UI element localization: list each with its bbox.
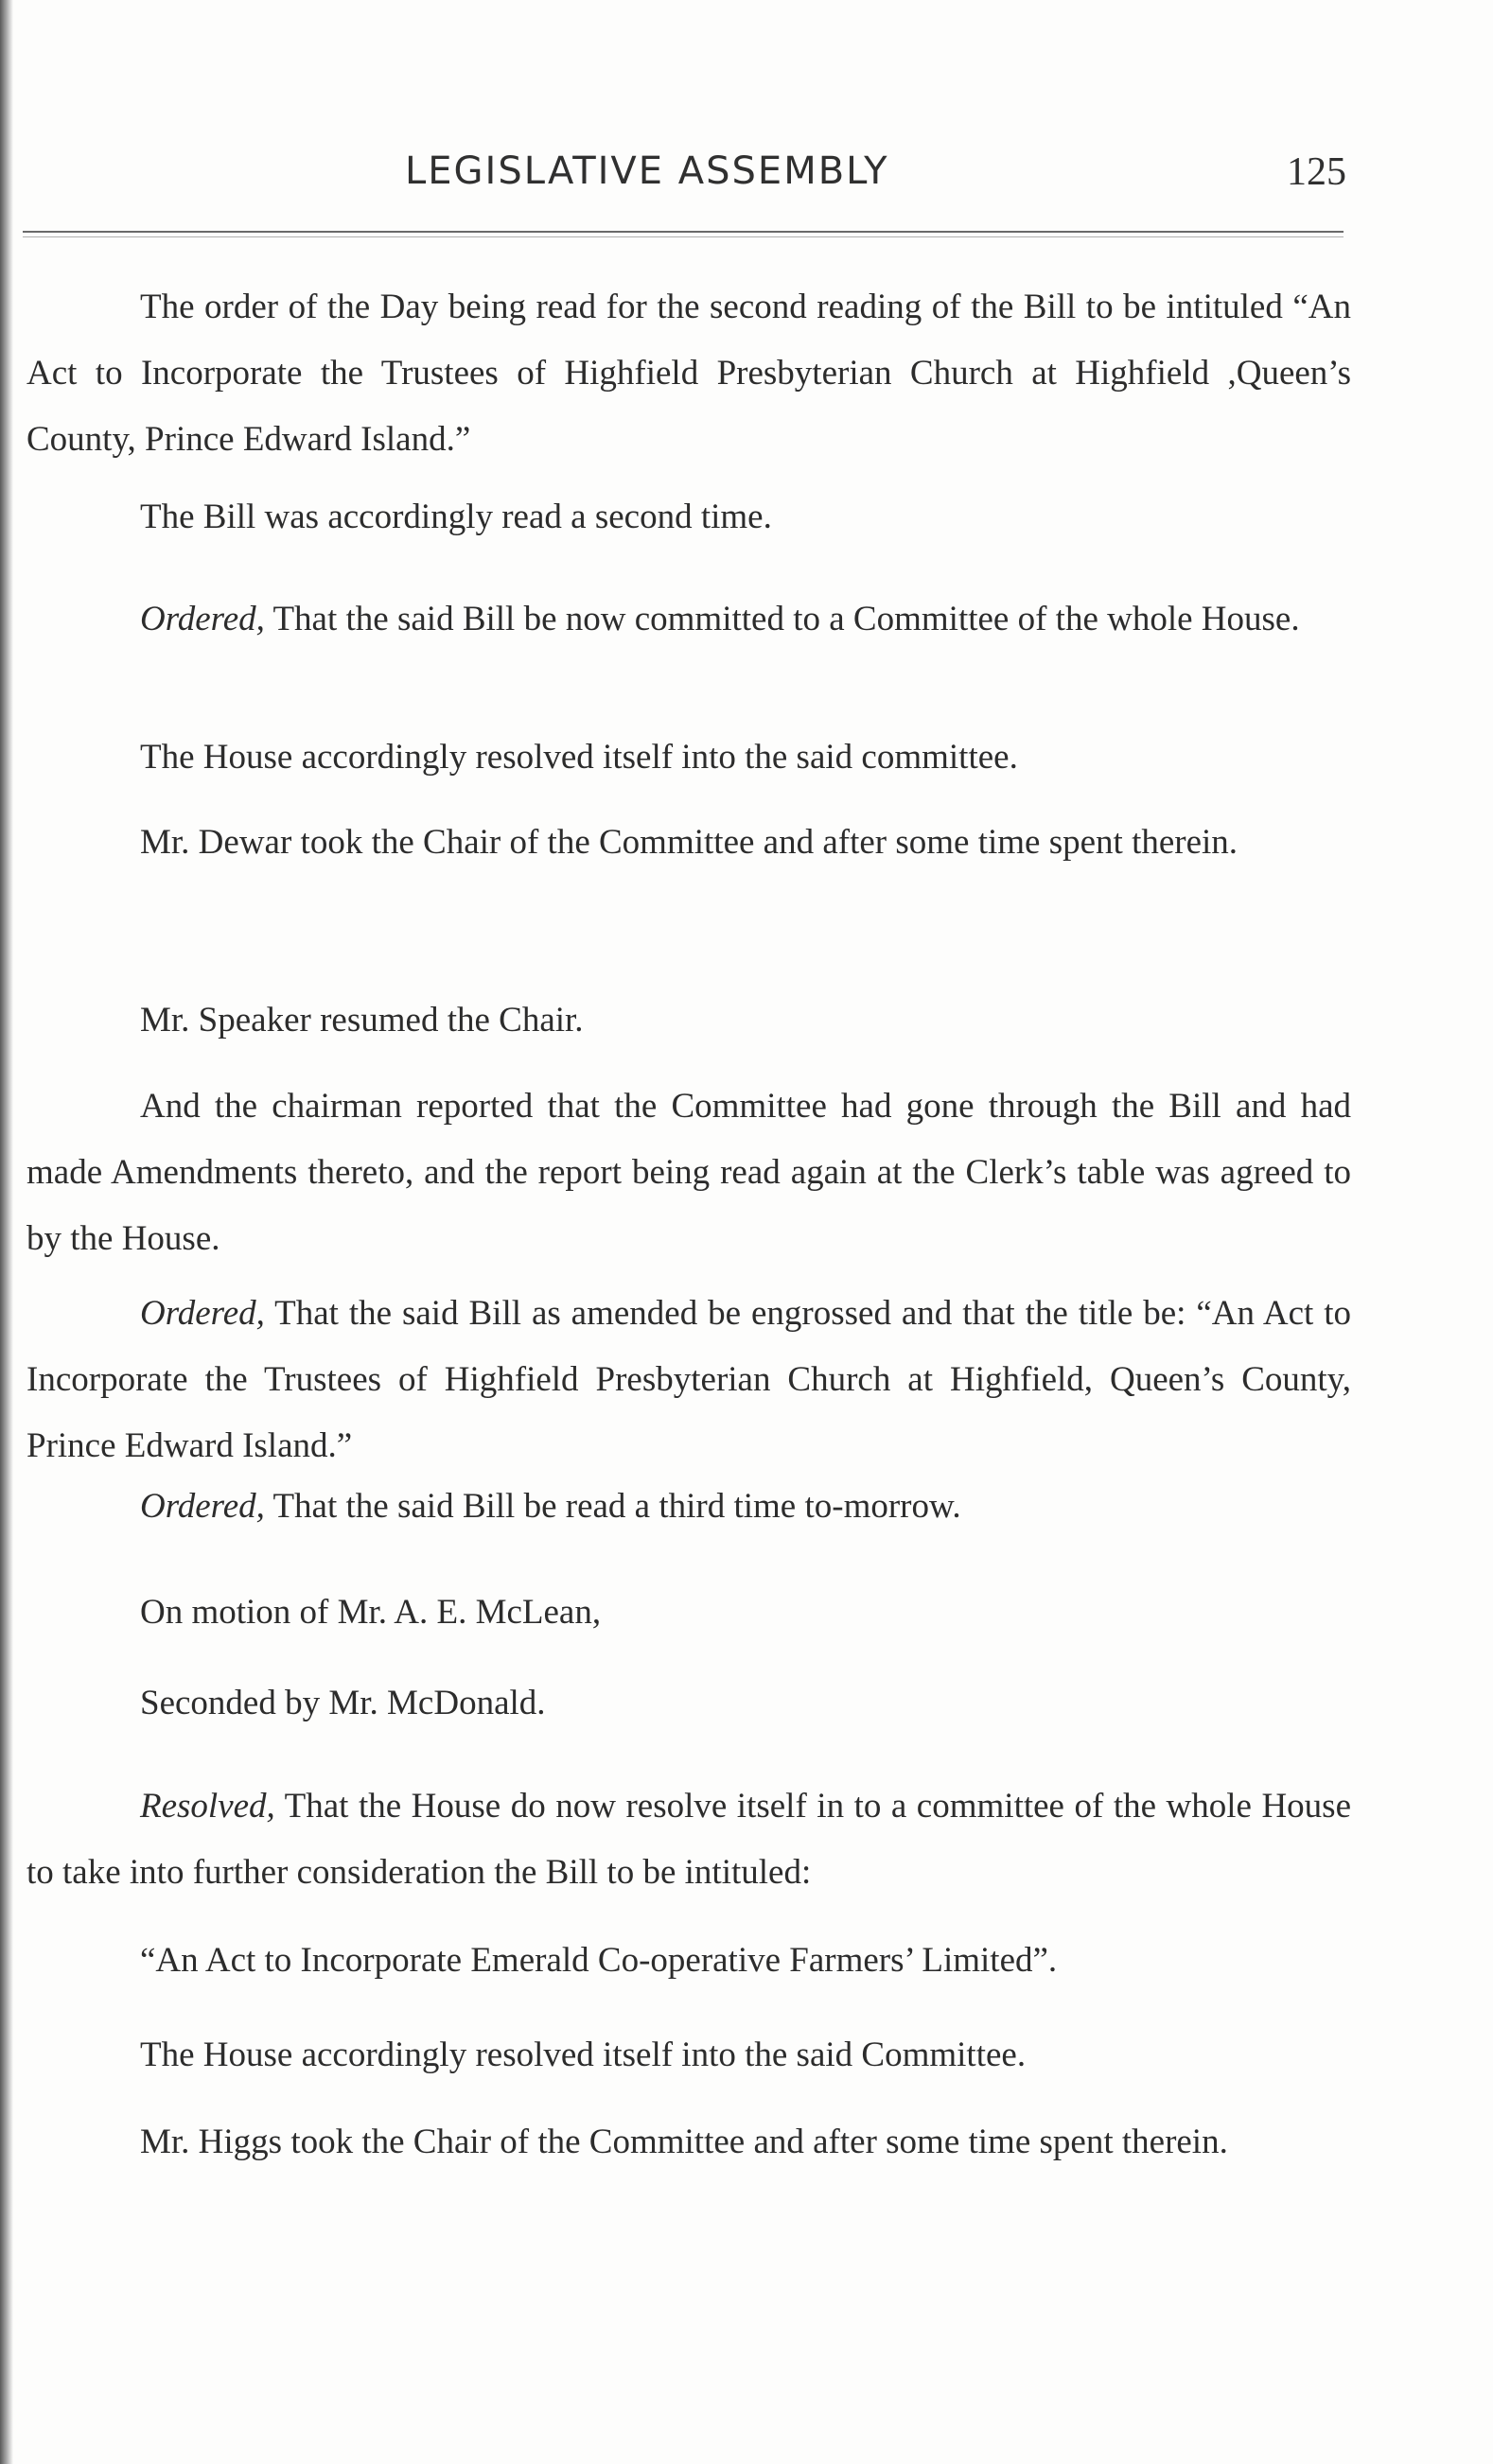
header-rule (23, 231, 1344, 233)
header-rule-secondary (23, 236, 1344, 237)
paragraph-order-of-the-day: The order of the Day being read for the second reading of the Bill to be intituled “An Act to Incorporate the Trustees of Highfield Presbyterian Church at Highfield ,Queen’s County, Prince Edward Island.” (26, 288, 1351, 459)
paragraph-act-title: “An Act to Incorporate Emerald Co-operative Farmers’ Limited”. (140, 1941, 1058, 1980)
paragraph-speaker-resumed: Mr. Speaker resumed the Chair. (140, 1001, 584, 1040)
paragraph-second-reading: The Bill was accordingly read a second time. (140, 498, 772, 536)
running-head: LEGISLATIVE ASSEMBLY (405, 149, 889, 193)
paragraph-chairman-reported: And the chairman reported that the Committee had gone through the Bill and had made Amendments thereto, and the report being read again at the Clerk’s table was agreed to by the House. (26, 1087, 1351, 1258)
paragraph-ordered-third-reading: Ordered, That the said Bill be read a third time to-morrow. (140, 1487, 961, 1526)
paragraph-resolved: Resolved, That the House do now resolve itself in to a committee of the whole House to take into further consideration the Bill to be intituled: (26, 1787, 1351, 1892)
paragraph-house-resolved-committee: The House accordingly resolved itself into the said Committee. (140, 2036, 1027, 2074)
paragraph-house-resolved: The House accordingly resolved itself into the said committee. (140, 738, 1018, 777)
page-number: 125 (1287, 150, 1346, 194)
page-gutter-shadow (0, 0, 13, 2464)
paragraph-seconded: Seconded by Mr. McDonald. (140, 1684, 546, 1722)
paragraph-ordered-committed: Ordered, That the said Bill be now committed to a Committee of the whole House. (140, 600, 1300, 638)
page-header (0, 149, 1493, 206)
paragraph-motion: On motion of Mr. A. E. McLean, (140, 1593, 602, 1632)
paragraph-higgs-chair: Mr. Higgs took the Chair of the Committee and after some time spent therein. (140, 2123, 1228, 2161)
paragraph-ordered-engrossed: Ordered, That the said Bill as amended be engrossed and that the title be: “An Act to Incorporate the Trustees of Highfield Presbyterian Church at Highfield, Queen’s County, Prince Edward Island.” (26, 1294, 1351, 1465)
paragraph-dewar-chair: Mr. Dewar took the Chair of the Committee and after some time spent therein. (140, 823, 1238, 862)
